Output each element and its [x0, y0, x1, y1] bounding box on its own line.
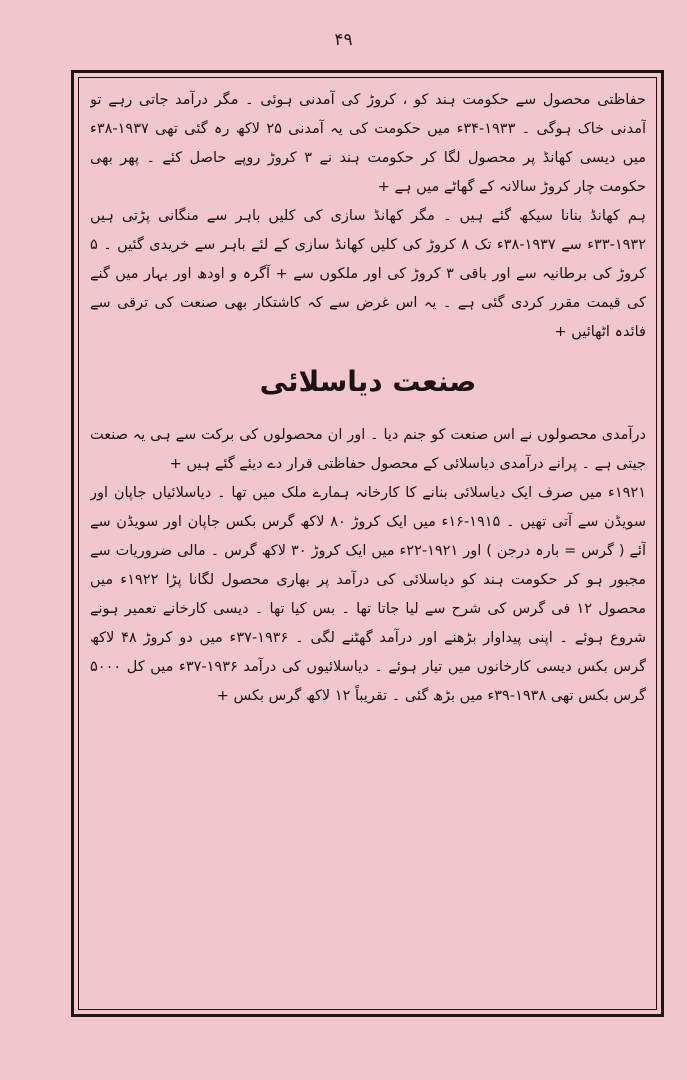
paragraph-match-intro: درآمدی محصولوں نے اس صنعت کو جنم دیا ۔ اور ان محصولوں کی برکت سے ہی یہ صنعت جیتی ہے ۔ پرانے درآمدی دیاسلائی کے محصول حفاظتی قرار دے دیئے گئے ہیں + [90, 427, 646, 472]
section-heading: صنعت دیاسلائی [259, 365, 477, 398]
paragraph-sugar-revenue: حفاظتی محصول سے حکومت ہند کو ، کروڑ کی آمدنی ہوئی ۔ مگر درآمد جاتی رہے تو آمدنی خاک ہوگی ۔ ۱۹۳۳-۳۴ء میں حکومت کی یہ آمدنی ۲۵ لاکھ رہ گئی تھی ۱۹۳۷-۳۸ء میں دیسی کھانڈ پر محصول لگا کر حکومت ہند نے ۳ کروڑ روپے حاصل کئے ۔ پھر بھی حکومت چار کروڑ سالانہ کے گھاٹے میں ہے + [90, 92, 646, 195]
page-body [90, 86, 646, 991]
paragraph-match-history: ۱۹۲۱ء میں صرف ایک دیاسلائی بنانے کا کارخانہ ہمارے ملک میں تھا ۔ دیاسلائیاں جاپان اور سویڈن سے آتی تھیں ۔ ۱۹۱۵-۱۶ء میں ایک کروڑ ۸۰ لاکھ گرس بکس جاپان اور سویڈن سے آئے ( گرس = بارہ درجن ) اور ۱۹۲۱-۲۲ء میں ایک کروڑ ۳۰ لاکھ گرس ۔ مالی ضروریات سے مجبور ہو کر حکومت ہند کو دیاسلائی کی درآمد پر بھاری محصول لگانا پڑا ۱۹۲۲ء میں محصول ۱۲ فی گرس کی شرح سے لیا جاتا تھا ۔ بس کیا تھا ۔ دیسی کارخانے تعمیر ہونے شروع ہوئے ۔ اپنی پیداوار بڑھنے اور درآمد گھٹنے لگی ۔ ۱۹۳۶-۳۷ء میں دو کروڑ ۴۸ لاکھ گرس بکس دیسی کارخانوں میں تیار ہوئے ۔ دیاسلائیوں کی درآمد ۱۹۳۶-۳۷ء میں کل ۵۰۰۰ گرس بکس تھی ۱۹۳۸-۳۹ء میں بڑھ گئی ۔ تقریباً ۱۲ لاکھ گرس بکس + [90, 485, 646, 704]
paragraph-sugar-machinery: ہم کھانڈ بنانا سیکھ گئے ہیں ۔ مگر کھانڈ سازی کی کلیں باہر سے منگانی پڑتی ہیں ۱۹۳۲-۳۳ء سے ۱۹۳۷-۳۸ء تک ۸ کروڑ کی کلیں کھانڈ سازی کے لئے باہر سے خریدی گئیں ۔ ۵ کروڑ کی برطانیہ سے اور باقی ۳ کروڑ کی اور ملکوں سے + آگرہ و اودھ اور بہار میں گنے کی قیمت مقرر کردی گئی ہے ۔ یہ اس غرض سے کہ کاشتکار بھی صنعت کی ترقی سے فائدہ اٹھائیں + [90, 208, 646, 340]
page-number: ۴۹ [334, 30, 353, 50]
